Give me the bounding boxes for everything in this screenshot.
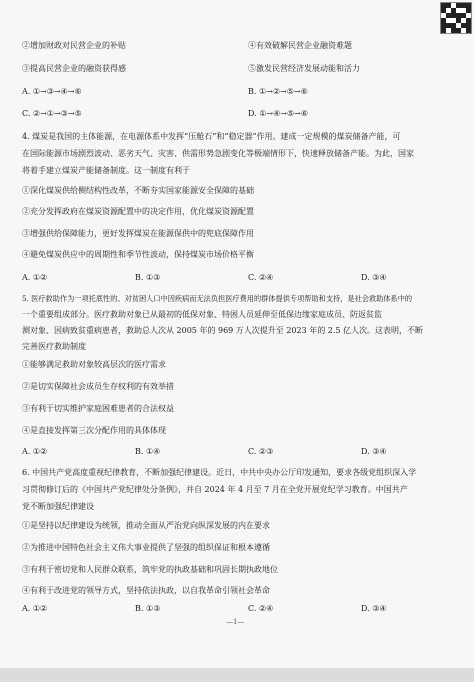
q6-item-4: ④有利于改进党的领导方式，坚持依法执政，以自我革命引领社会革命 [22, 586, 270, 595]
q6-item-3: ③有利于密切党和人民群众联系，筑牢党的执政基础和巩固长期执政地位 [22, 565, 278, 574]
q3-option-c: C. ②→①→③→⑤ [22, 109, 82, 118]
q6-item-1: ①是坚持以纪律建设为统领，推动全面从严治党向纵深发展的内在要求 [22, 521, 270, 530]
q5-option-d: D. ③④ [361, 447, 387, 456]
q4-item-4: ④避免煤炭供应中的周期性和季节性波动，保持煤炭市场价格平衡 [22, 250, 254, 259]
q4-item-1: ①深化煤炭供给侧结构性改革，不断夯实国家能源安全保障的基础 [22, 186, 254, 195]
q5-item-1: ①能够满足救助对象较高层次的医疗需求 [22, 360, 166, 369]
q4-option-c: C. ②④ [248, 273, 274, 282]
q6-stem-line-2: 习贯彻修订后的《中国共产党纪律处分条例》，并自 2024 年 4 月至 7 月在全党开展党纪学习教育。中国共产 [22, 485, 408, 494]
q3-item-4: ④有效破解民营企业融资难题 [248, 41, 352, 50]
q3-item-2: ②增加财政对民营企业的补贴 [22, 41, 126, 50]
q4-stem-line-2: 在国际能源市场剧烈波动、恶劣天气、灾害、供需形势急剧变化等极端情形下，快速释放储备产能。为此，国家 [22, 149, 414, 158]
q6-option-c: C. ②④ [248, 604, 274, 613]
q6-stem-line-1: 6. 中国共产党高度重视纪律教育，不断加强纪律建设。近日，中共中央办公厅印发通知，要求各级党组织深入学 [22, 468, 417, 477]
q5-option-b: B. ①④ [135, 447, 161, 456]
q5-stem-line-3: 测对象、因病致贫重病患者，救助总人次从 2005 年的 969 万人次提升至 2023 年的 2.5 亿人次。这表明，不断 [22, 326, 424, 335]
q3-option-b: B. ①→②→⑤→⑥ [248, 87, 308, 96]
q6-option-b: B. ①③ [135, 604, 161, 613]
q6-option-a: A. ①② [22, 604, 48, 613]
q4-option-b: B. ①③ [135, 273, 161, 282]
q5-item-3: ③有利于切实维护家庭困难患者的合法权益 [22, 404, 174, 413]
q5-stem-line-1: 5. 医疗救助作为一项托底性的、对贫困人口中因疾病而无法负担医疗费用的群体提供专项帮助和支持，是社会救助体系中的 [22, 294, 413, 303]
qr-code-icon [440, 2, 472, 34]
page-bottom-edge [0, 668, 474, 682]
q6-item-2: ②为推进中国特色社会主义伟大事业提供了坚强的组织保证和根本遵循 [22, 543, 270, 552]
q5-stem-line-4: 完善医疗救助制度 [22, 342, 86, 351]
q3-item-5: ⑤激发民营经济发展动能和活力 [248, 64, 360, 73]
page-number: —1— [226, 618, 245, 626]
q4-item-3: ③增强供给保障能力，更好发挥煤炭在能源保供中的兜底保障作用 [22, 229, 254, 238]
q4-item-2: ②充分发挥政府在煤炭资源配置中的决定作用，优化煤炭资源配置 [22, 207, 254, 216]
q5-item-2: ②是切实保障社会成员生存权利的有效举措 [22, 382, 174, 391]
q6-option-d: D. ③④ [361, 604, 387, 613]
q3-option-d: D. ①→④→⑤→⑥ [248, 109, 309, 118]
q4-stem-line-3: 将着手建立煤炭产能储备制度。这一制度有利于 [22, 166, 190, 175]
q5-option-c: C. ②③ [248, 447, 274, 456]
q3-option-a: A. ①→③→④→⑥ [22, 87, 82, 96]
q4-stem-line-1: 4. 煤炭是我国的主体能源，在电源体系中发挥“压舱石”和“稳定器”作用。建成一定规模的煤炭储备产能，可 [22, 132, 401, 141]
q6-stem-line-3: 党不断加强纪律建设 [22, 502, 94, 511]
q4-option-a: A. ①② [22, 273, 48, 282]
q3-item-3: ③提高民营企业的融资获得感 [22, 64, 126, 73]
q5-stem-line-2: 一个重要组成部分。医疗救助对象已从最初的低保对象、特困人员延伸至低保边缘家庭成员、防返贫监 [22, 310, 382, 319]
q4-option-d: D. ③④ [361, 273, 387, 282]
q5-item-4: ④是直接发挥第三次分配作用的具体体现 [22, 426, 166, 435]
q5-option-a: A. ①② [22, 447, 48, 456]
